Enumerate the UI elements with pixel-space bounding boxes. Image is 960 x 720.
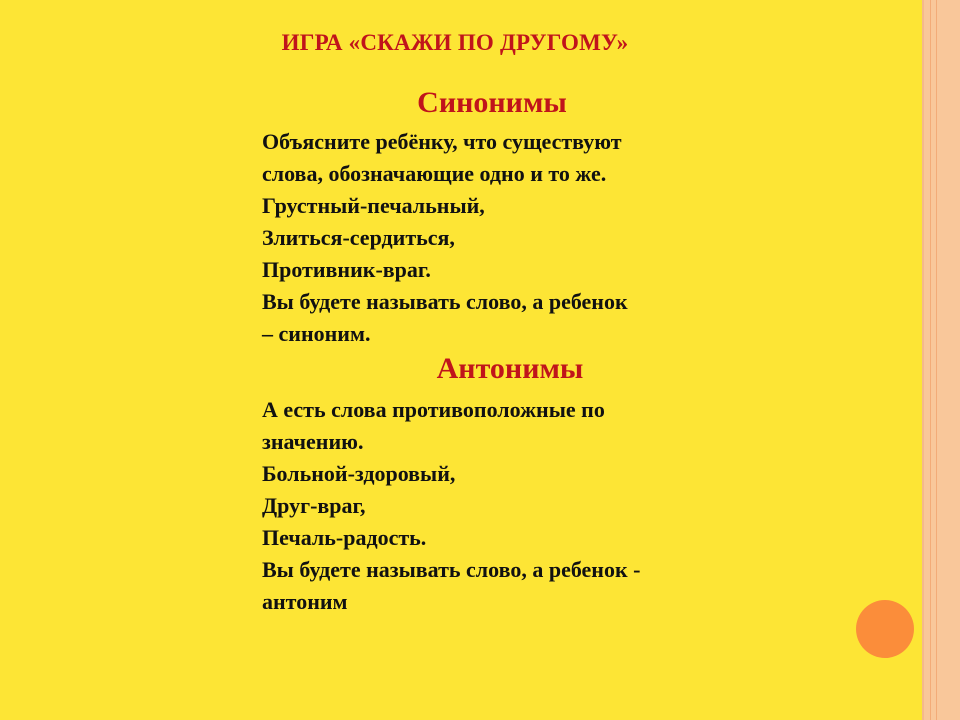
- text-line: слова, обозначающие одно и то же.: [262, 161, 607, 186]
- right-border-strip: [922, 0, 960, 720]
- text-line: – синоним.: [262, 321, 371, 346]
- synonyms-heading: Синонимы: [417, 86, 567, 119]
- text-line: Печаль-радость.: [262, 525, 427, 550]
- text-line: Объясните ребёнку, что существуют: [262, 129, 622, 154]
- text-line: Грустный-печальный,: [262, 193, 485, 218]
- border-line: [922, 0, 924, 720]
- border-line: [930, 0, 931, 720]
- antonyms-text: [262, 394, 742, 618]
- text-line: значению.: [262, 429, 364, 454]
- text-line: Злиться-сердиться,: [262, 225, 455, 250]
- slide-title: ИГРА «СКАЖИ ПО ДРУГОМУ»: [281, 30, 629, 55]
- text-line: Друг-враг,: [262, 493, 366, 518]
- antonyms-heading: Антонимы: [436, 352, 584, 385]
- synonyms-text: [262, 126, 742, 350]
- text-line: антоним: [262, 589, 348, 614]
- text-line: А есть слова противоположные по: [262, 397, 605, 422]
- text-line: Вы будете называть слово, а ребенок -: [262, 557, 641, 582]
- text-line: Противник-враг.: [262, 257, 431, 282]
- text-line: Вы будете называть слово, а ребенок: [262, 289, 628, 314]
- text-line: Больной-здоровый,: [262, 461, 456, 486]
- border-line: [936, 0, 937, 720]
- decorative-circle: [856, 600, 914, 658]
